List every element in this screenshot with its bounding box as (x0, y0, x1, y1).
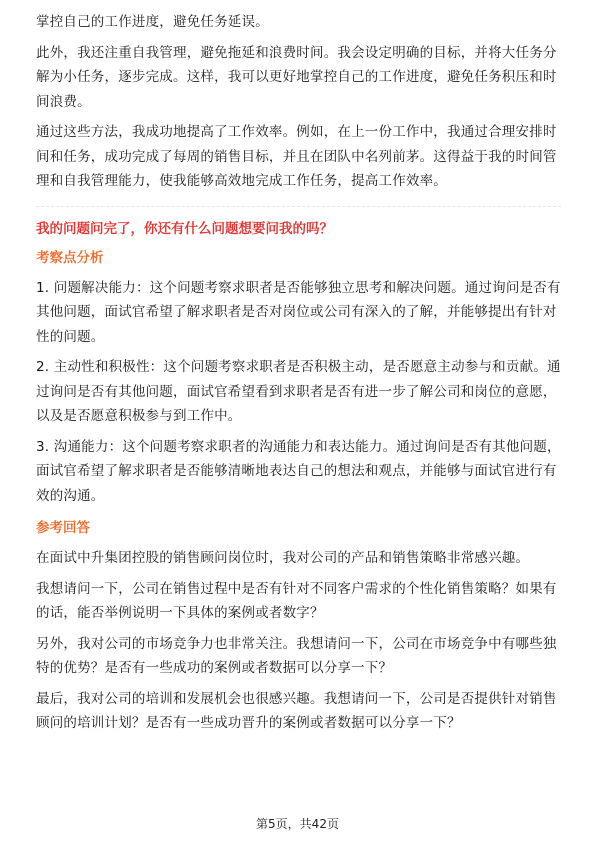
intro-paragraph: 此外，我还注重自我管理，避免拖延和浪费时间。我会设定明确的目标，并将大任务分解为小任务，逐步完成。这样，我可以更好地掌控自己的工作进度，避免任务积压和时间浪费。 (36, 44, 557, 110)
answer-paragraph: 另外，我对公司的市场竞争力也非常关注。我想请问一下，公司在市场竞争中有哪些独特的优势？是否有一些成功的案例或者数据可以分享一下？ (36, 635, 557, 676)
intro-paragraph: 通过这些方法，我成功地提高了工作效率。例如，在上一份工作中，我通过合理安排时间和任务，成功完成了每周的销售目标，并且在团队中名列前茅。这得益于我的时间管理和自我管理能力，使我能够高效地完成工作任务，提高工作效率。 (36, 124, 557, 189)
answer-paragraph: 最后，我对公司的培训和发展机会也很感兴趣。我想请问一下，公司是否提供针对销售顾问的培训计划？是否有一些成功晋升的案例或者数据可以分享一下？ (36, 690, 557, 731)
analysis-item: 1. 问题解决能力：这个问题考察求职者是否能够独立思考和解决问题。通过询问是否有其他问题，面试官希望了解求职者是否对岗位或公司有深入的了解，并能够提出有针对性的问题。 (36, 279, 561, 345)
intro-paragraph: 掌控自己的工作进度，避免任务延误。 (36, 14, 269, 30)
page-number: 第5页，共42页 (256, 817, 339, 831)
section-divider (36, 206, 561, 207)
analysis-heading: 考察点分析 (36, 249, 104, 266)
document-page (36, 10, 561, 736)
analysis-item: 3. 沟通能力：这个问题考察求职者的沟通能力和表达能力。通过询问是否有其他问题，面试官希望了解求职者是否能够清晰地表达自己的想法和观点，并能够与面试官进行有效的沟通。 (36, 438, 561, 504)
answer-paragraph: 在面试中升集团控股的销售顾问岗位时，我对公司的产品和销售策略非常感兴趣。 (36, 550, 530, 566)
answer-paragraph: 我想请问一下，公司在销售过程中是否有针对不同客户需求的个性化销售策略？如果有的话，能否举例说明一下具体的案例或者数字？ (36, 580, 557, 621)
interview-question: 我的问题问完了，你还有什么问题想要问我的吗？ (36, 220, 333, 237)
answer-heading: 参考回答 (36, 520, 90, 536)
analysis-item: 2. 主动性和积极性：这个问题考察求职者是否积极主动，是否愿意主动参与和贡献。通过询问是否有其他问题，面试官希望看到求职者是否有进一步了解公司和岗位的意愿，以及是否愿意积极参与到工作中。 (36, 359, 561, 424)
